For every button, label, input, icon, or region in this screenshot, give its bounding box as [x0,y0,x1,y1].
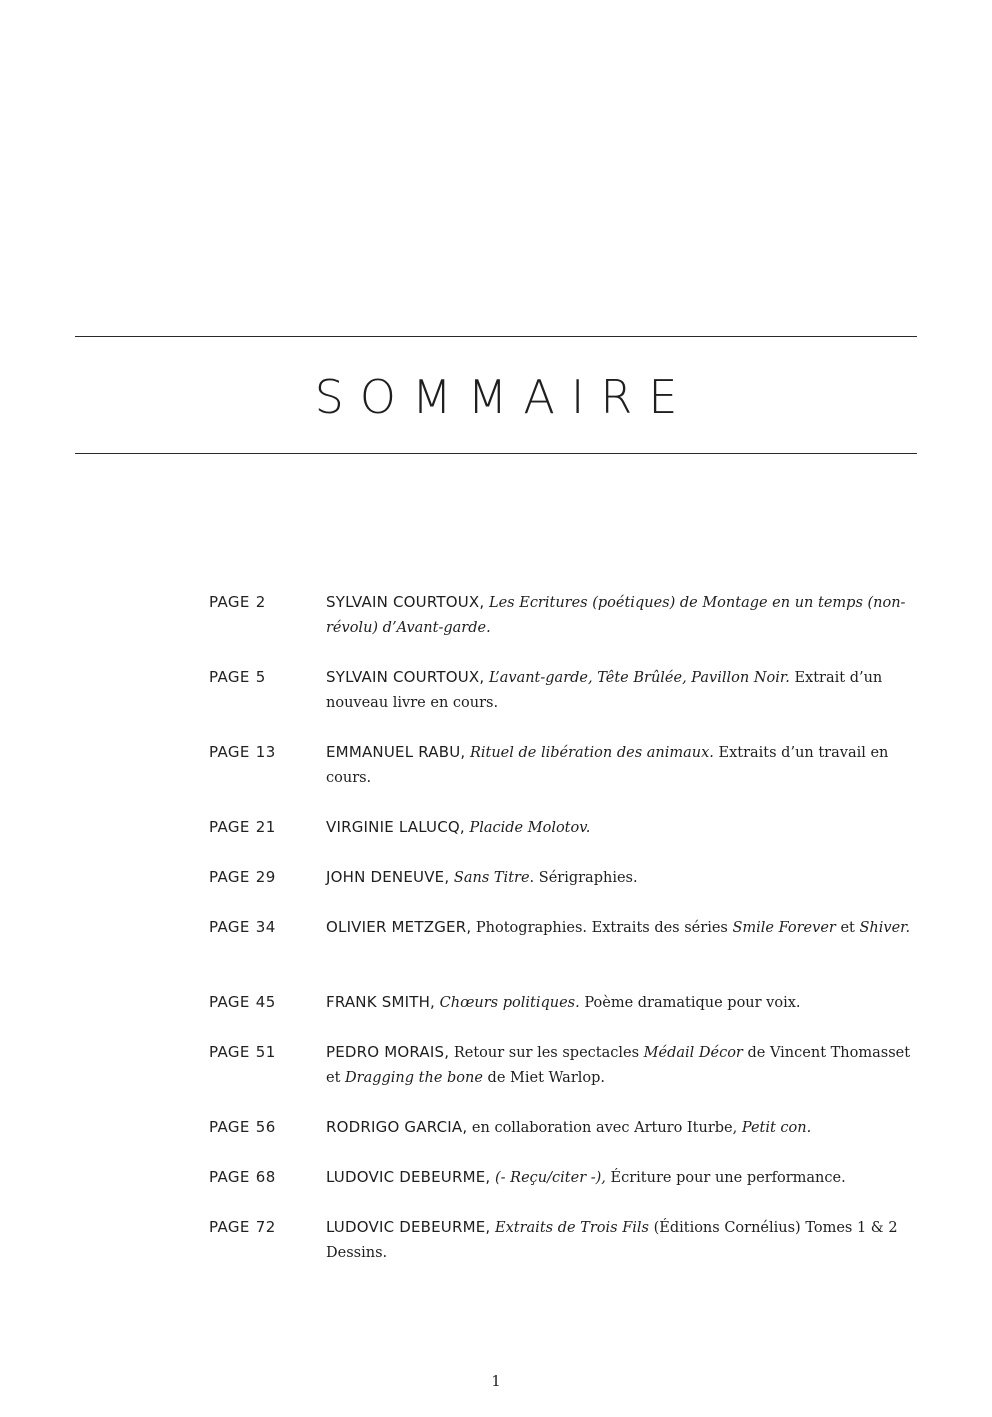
toc-text: Extraits d’un travail en cours. [326,745,889,786]
toc-title-italic: Rituel de libération des animaux. [469,745,714,761]
toc-page-label: PAGE [209,668,250,686]
toc-entry-text [326,740,929,791]
toc-page-number: 5 [255,668,266,686]
toc-title-italic: Sans Titre [453,870,530,886]
toc-author: PEDRO MORAIS, [326,1043,450,1061]
toc-entry [209,1115,929,1141]
toc-text: Extrait d’un nouveau livre en cours. [326,670,883,711]
toc-page-ref [209,865,326,891]
toc-title-italic: Extraits de Trois Fils [495,1220,649,1236]
toc-text: de Miet Warlop. [482,1070,606,1086]
toc-page-ref [209,590,326,641]
toc-text: Poème dramatique pour voix. [579,995,801,1011]
toc-page-ref [209,740,326,791]
toc-page-number: 68 [255,1168,276,1186]
toc-title-italic: Les Ecritures (poétiques) de Montage en un temps (non-révolu) d’Avant-garde. [326,595,906,636]
toc-page-label: PAGE [209,593,250,611]
toc-entry-text [326,1215,929,1266]
toc-title-italic: Smile Forever [732,920,836,936]
toc-entry-text [326,590,929,641]
toc-entry [209,815,929,841]
toc-text: en collaboration avec Arturo Iturbe, [467,1120,742,1136]
toc-page-number: 29 [255,868,276,886]
toc-entry-text [326,990,929,1016]
toc-text: . Sérigraphies. [529,870,638,886]
toc-page-number: 21 [255,818,276,836]
toc-title-italic: Chœurs politiques. [439,995,580,1011]
toc-title-italic: (- Reçu/citer -), [495,1170,606,1186]
toc-page-ref [209,915,326,941]
toc-entry-text [326,915,929,941]
toc-page-label: PAGE [209,993,250,1011]
toc-page-number: 56 [255,1118,276,1136]
toc-author: OLIVIER METZGER, [326,918,472,936]
toc-title-italic: Médail Décor [643,1045,743,1061]
toc-page-label: PAGE [209,818,250,836]
top-rule [75,336,917,337]
toc-entry-text [326,1115,929,1141]
toc-page-label: PAGE [209,918,250,936]
toc-page-number: 34 [255,918,276,936]
toc-author: SYLVAIN COURTOUX, [326,593,485,611]
toc-page-label: PAGE [209,1218,250,1236]
toc-author: RODRIGO GARCIA, [326,1118,468,1136]
toc-entry [209,740,929,791]
toc-text: Retour sur les spectacles [449,1045,644,1061]
toc-page-number: 72 [255,1218,276,1236]
toc-page-number: 51 [255,1043,276,1061]
toc-author: FRANK SMITH, [326,993,436,1011]
toc-title-italic: Dragging the bone [345,1070,483,1086]
toc-page-number: 2 [255,593,266,611]
toc-author: LUDOVIC DEBEURME, [326,1168,491,1186]
toc-page-ref [209,1215,326,1266]
toc-page-ref [209,1040,326,1091]
toc-entry [209,1165,929,1191]
toc-text: et [835,920,860,936]
bottom-rule [75,453,917,454]
toc-page-ref [209,665,326,716]
toc-title-italic: L’avant-garde, Tête Brûlée, Pavillon Noir. [488,670,790,686]
toc-page-number: 45 [255,993,276,1011]
toc-page-ref [209,1115,326,1141]
toc-page-label: PAGE [209,1168,250,1186]
toc-entry [209,665,929,716]
toc-entry-text [326,665,929,716]
toc-author: EMMANUEL RABU, [326,743,466,761]
toc-entry [209,865,929,891]
toc-title-italic: Placide Molotov. [469,820,591,836]
toc-page-ref [209,1165,326,1191]
toc-title-italic: Shiver. [859,920,911,936]
page-number: 1 [491,1372,501,1390]
toc-page-label: PAGE [209,1043,250,1061]
toc-page-ref [209,990,326,1016]
toc-entry [209,1040,929,1091]
toc-page-label: PAGE [209,1118,250,1136]
toc-page-label: PAGE [209,743,250,761]
toc-title-italic: Petit con. [741,1120,812,1136]
toc-entry [209,915,929,941]
toc-entry-text [326,1165,929,1191]
toc-entry-text [326,865,929,891]
toc-entry-text [326,815,929,841]
toc-author: JOHN DENEUVE, [326,868,450,886]
toc-text: de Vincent Thomasset et [326,1045,911,1086]
toc-page-ref [209,815,326,841]
toc-entry [209,1215,929,1266]
toc-text: Photographies. Extraits des séries [471,920,733,936]
toc-author: LUDOVIC DEBEURME, [326,1218,491,1236]
toc-author: VIRGINIE LALUCQ, [326,818,465,836]
toc-author: SYLVAIN COURTOUX, [326,668,485,686]
toc-entry-text [326,1040,929,1091]
toc-page-label: PAGE [209,868,250,886]
toc-text: Écriture pour une performance. [605,1170,846,1186]
toc-text: (Éditions Cornélius) Tomes 1 & 2 Dessins. [326,1220,898,1261]
toc-page-number: 13 [255,743,276,761]
toc-entry [209,590,929,641]
toc-entry [209,990,929,1016]
page-title: SOMMAIRE [314,370,694,424]
